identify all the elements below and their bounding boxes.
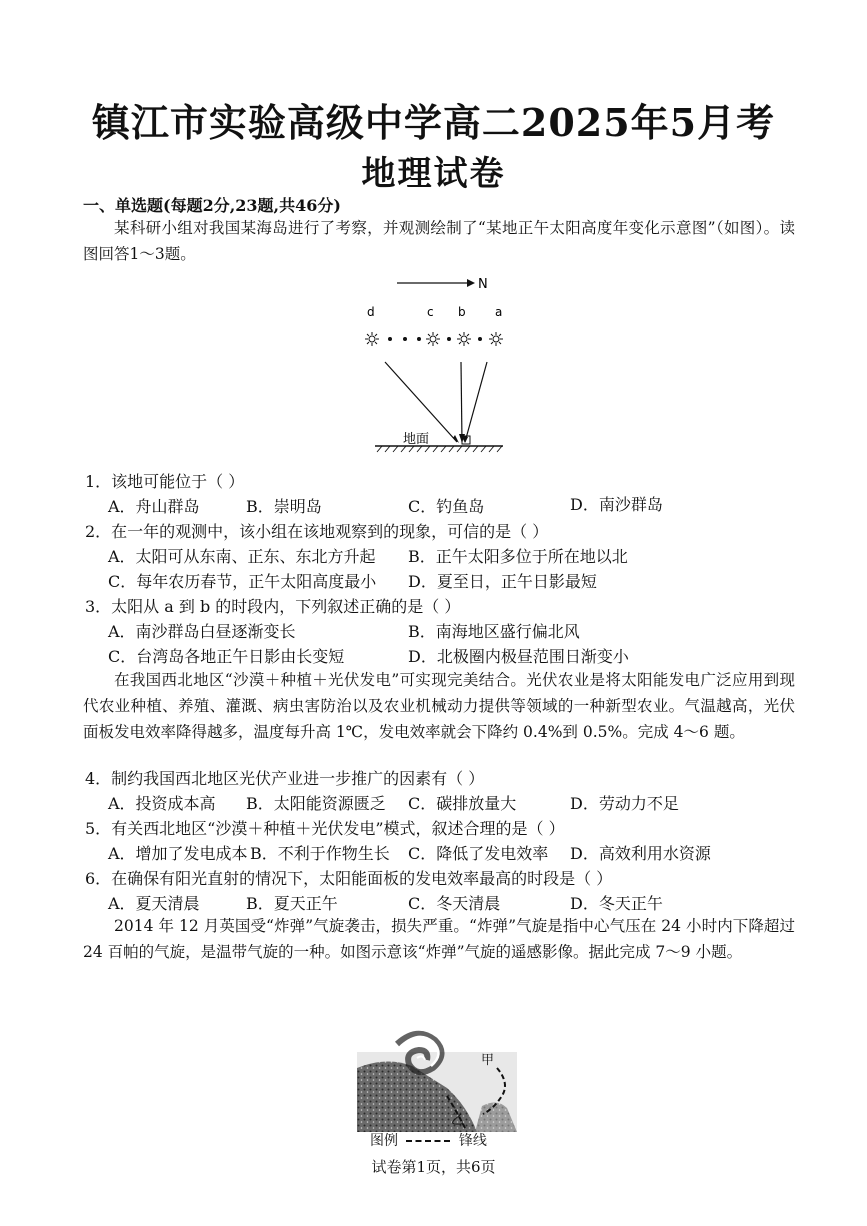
section-heading: 一、单选题(每题2分,23题,共46分) [83, 196, 341, 215]
q4-option-a[interactable]: A．投资成本高 [108, 794, 216, 813]
sun-icon [426, 332, 440, 346]
sun-icon [365, 332, 379, 346]
question-3-stem: 3．太阳从 a 到 b 的时段内，下列叙述正确的是（ ） [85, 597, 461, 616]
q2-option-b[interactable]: B．正午太阳多位于所在地以北 [408, 547, 628, 566]
q1-option-d[interactable]: D．南沙群岛 [570, 495, 663, 514]
pos-label-d: d [367, 305, 375, 319]
intermediate-dots [388, 337, 482, 341]
q5-option-b[interactable]: B．不利于作物生长 [250, 844, 390, 863]
pos-label-c: c [427, 305, 434, 319]
exam-subtitle: 地理试卷 [361, 154, 506, 194]
q2-option-c[interactable]: C．每年农历春节，正午太阳高度最小 [108, 572, 377, 591]
q3-option-b[interactable]: B．南海地区盛行偏北风 [408, 622, 580, 641]
q1-option-c[interactable]: C．钓鱼岛 [408, 497, 485, 516]
q4-option-c[interactable]: C．碳排放量大 [408, 794, 517, 813]
q5-option-d[interactable]: D．高效利用水资源 [570, 844, 711, 863]
label-yi: 乙 [451, 1113, 465, 1128]
page-footer: 试卷第1页，共6页 [371, 1158, 496, 1176]
passage-3: 2014 年 12 月英国受“炸弹”气旋袭击，损失严重。“炸弹”气旋是指中心气压在 24 小时内下降超过 24 百帕的气旋，是温带气旋的一种。如图示意该“炸弹”气旋的遥感影像。据此完成 7～9 小题。 [83, 917, 795, 961]
sun-altitude-diagram [355, 270, 515, 460]
q1-option-b[interactable]: B．崇明岛 [246, 497, 322, 516]
passage-2: 在我国西北地区“沙漠＋种植＋光伏发电”可实现完美结合。光伏农业是将太阳能发电广泛应用到现代农业种植、养殖、灌溉、病虫害防治以及农业机械动力提供等领域的一种新型农业。气温越高，光伏面板发电效率降得越多，温度每升高 1℃，发电效率就会下降约 0.4%到 0.5%。完成 4～6 题。 [83, 671, 795, 741]
q6-option-d[interactable]: D．冬天正午 [570, 894, 663, 913]
q5-option-c[interactable]: C．降低了发电效率 [408, 844, 549, 863]
q2-option-d[interactable]: D．夏至日，正午日影最短 [408, 572, 597, 591]
legend-item-front: 锋线 [458, 1133, 487, 1149]
q1-option-a[interactable]: A．舟山群岛 [108, 497, 200, 516]
sun-rays [385, 362, 487, 442]
q4-option-d[interactable]: D．劳动力不足 [570, 794, 679, 813]
question-1-stem: 1．该地可能位于（ ） [85, 472, 245, 491]
legend-dash-icon [406, 1140, 450, 1142]
pos-label-a: a [495, 305, 503, 319]
q6-option-b[interactable]: B．夏天正午 [246, 894, 338, 913]
q4-option-b[interactable]: B．太阳能资源匮乏 [246, 794, 386, 813]
legend-title: 图例 [370, 1133, 398, 1149]
cyclone-satellite-image [357, 1028, 517, 1132]
q5-option-a[interactable]: A．增加了发电成本 [108, 844, 248, 863]
sun-icon [457, 332, 471, 346]
q3-option-c[interactable]: C．台湾岛各地正午日影由长变短 [108, 647, 345, 666]
q3-option-d[interactable]: D．北极圈内极昼范围日渐变小 [408, 647, 629, 666]
label-jia: 甲 [481, 1053, 495, 1068]
exam-title: 镇江市实验高级中学高二2025年5月考 [91, 100, 776, 145]
passage-1: 某科研小组对我国某海岛进行了考察，并观测绘制了“某地正午太阳高度年变化示意图”（如图）。读图回答1～3题。 [83, 219, 795, 263]
q2-option-a[interactable]: A．太阳可从东南、正东、东北方升起 [108, 547, 376, 566]
pos-label-b: b [458, 305, 466, 319]
figure-legend [370, 1130, 487, 1150]
q6-option-c[interactable]: C．冬天清晨 [408, 894, 501, 913]
question-4-stem: 4．制约我国西北地区光伏产业进一步推广的因素有（ ） [85, 769, 485, 788]
question-2-stem: 2．在一年的观测中，该小组在该地观察到的现象，可信的是（ ） [85, 522, 549, 541]
q3-option-a[interactable]: A．南沙群岛白昼逐渐变长 [108, 622, 296, 641]
sun-icon [489, 332, 503, 346]
q6-option-a[interactable]: A．夏天清晨 [108, 894, 200, 913]
north-label: N [478, 277, 488, 292]
ground-label: 地面 [403, 432, 430, 447]
question-5-stem: 5．有关西北地区“沙漠＋种植＋光伏发电”模式，叙述合理的是（ ） [85, 819, 565, 838]
question-6-stem: 6．在确保有阳光直射的情况下，太阳能面板的发电效率最高的时段是（ ） [85, 869, 613, 888]
